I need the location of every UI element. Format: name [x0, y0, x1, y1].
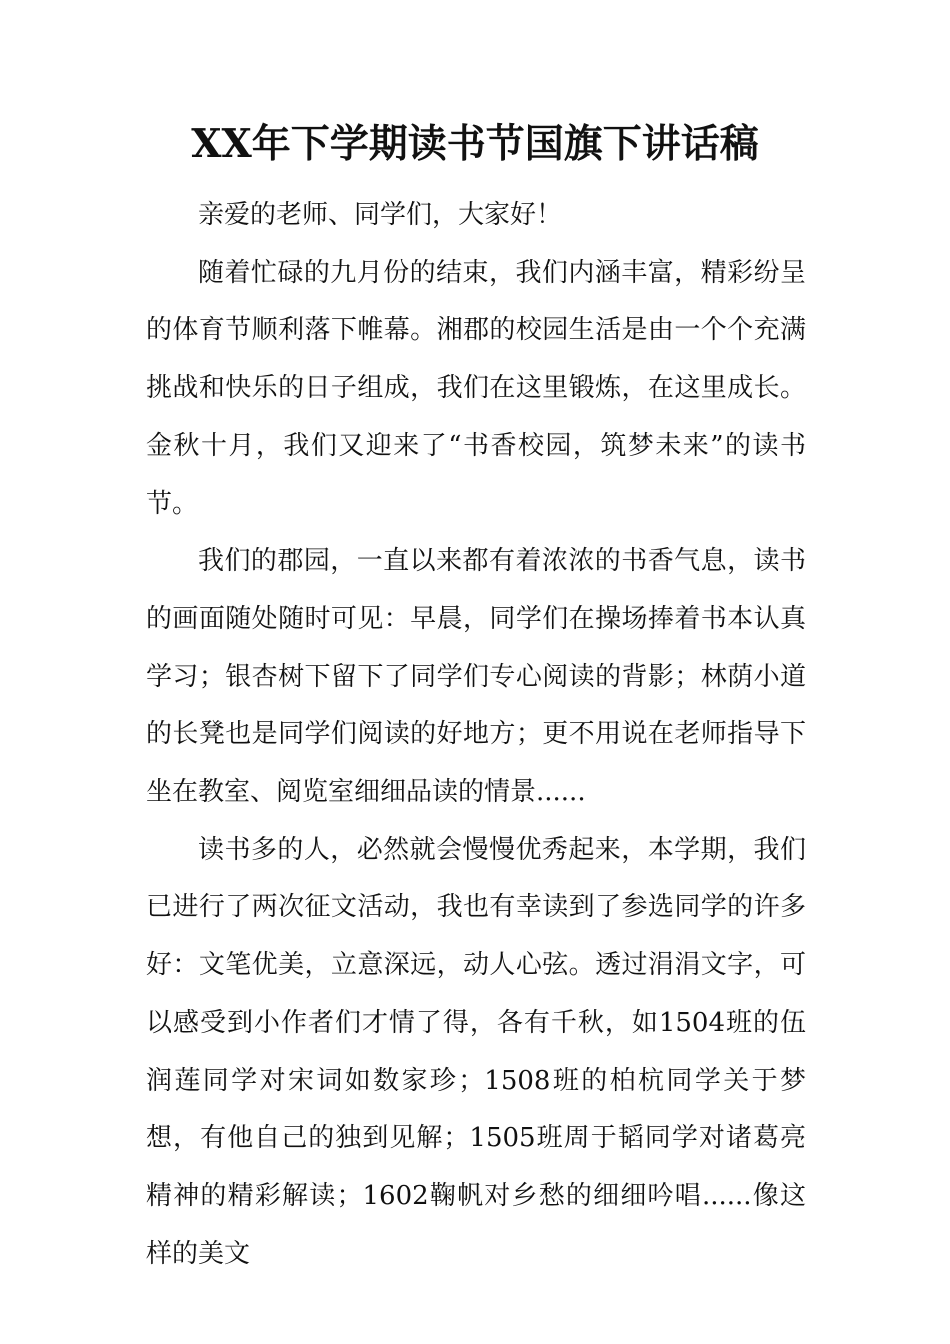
- paragraph-greeting: 亲爱的老师、同学们，大家好！: [198, 200, 563, 230]
- paragraph-intro: 随着忙碌的九月份的结束，我们内涵丰富，精彩纷呈的体育节顺利落下帷幕。湘郡的校园生活是由一个个充满挑战和快乐的日子组成，我们在这里锻炼，在这里成长。金秋十月，我们又迎来了“书香校园，筑梦未来”的读书节。: [146, 257, 806, 519]
- document-body: [146, 187, 806, 1283]
- paragraph-campus-reading: 我们的郡园，一直以来都有着浓浓的书香气息，读书的画面随处随时可见：早晨，同学们在操场捧着书本认真学习；银杏树下留下了同学们专心阅读的背影；林荫小道的长凳也是同学们阅读的好地方；更不用说在老师指导下坐在教室、阅览室细细品读的情景......: [146, 546, 806, 808]
- paragraph-essay-activities: 读书多的人，必然就会慢慢优秀起来，本学期，我们已进行了两次征文活动，我也有幸读到了参选同学的许多好：文笔优美，立意深远，动人心弦。透过涓涓文字，可以感受到小作者们才情了得，各有千秋，如1504班的伍润莲同学对宋词如数家珍；1508班的柏杭同学关于梦想，有他自己的独到见解；1505班周于韬同学对诸葛亮精神的精彩解读；1602鞠帆对乡愁的细细吟唱......像这样的美文: [146, 834, 806, 1269]
- document-title: XX年下学期读书节国旗下讲话稿: [191, 121, 759, 167]
